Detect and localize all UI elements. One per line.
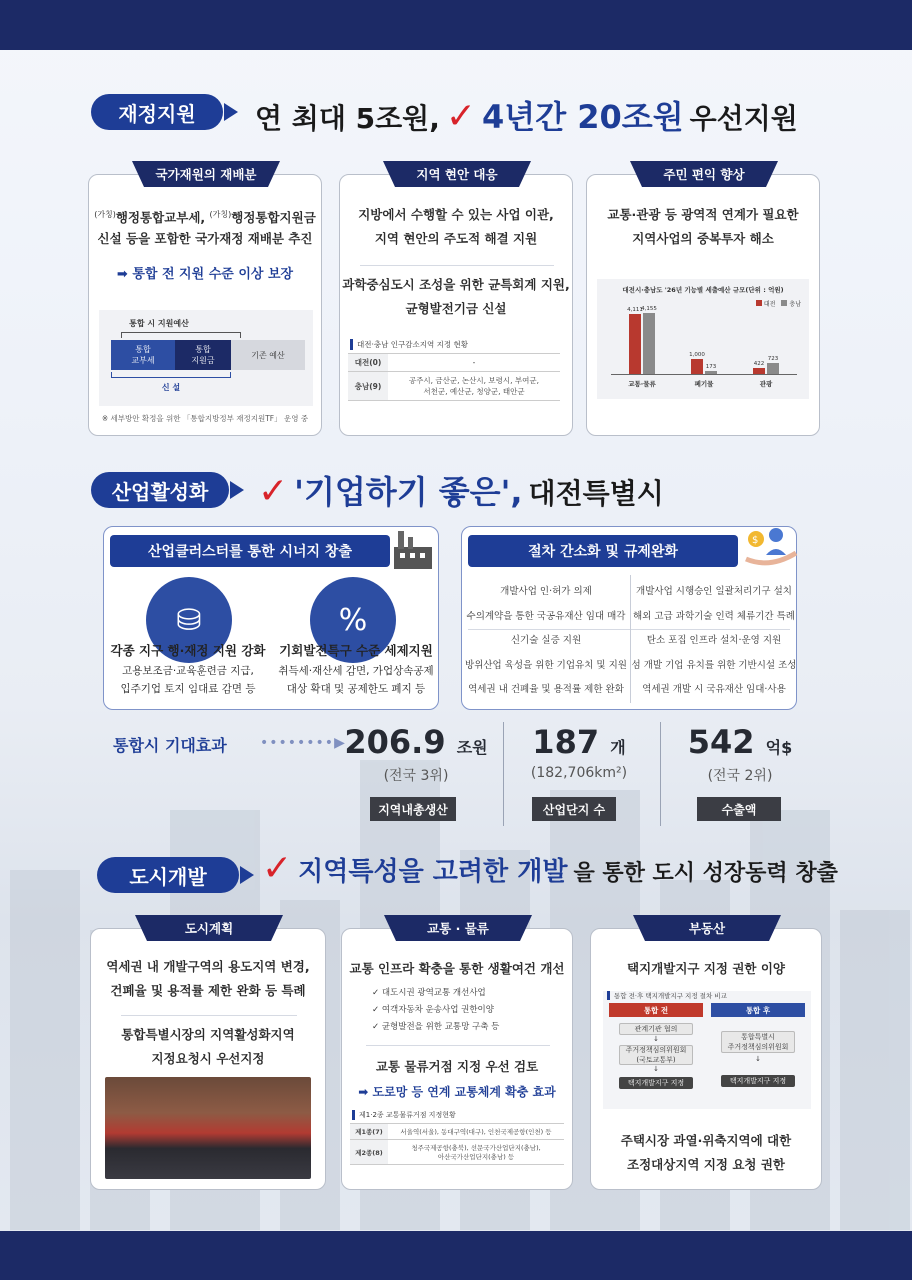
card-note: ※ 세부방안 확정을 위한 「통합지방정부 재정지원TF」 운영 중 [101,414,309,423]
card-urban-planning [90,921,326,1190]
flow-step: 통합특별시 주거정책심의위원회 [721,1031,795,1053]
deregulation-item: 개발사업 인·허가 의제 [500,586,592,597]
section2-headline [258,467,664,513]
headline-part-b: 대전특별시 [528,477,664,510]
stat-export-sub: (전국 2위) [707,768,773,784]
diagram-block-grant: 통합 교부세 [111,340,175,370]
deregulation-item: 해외 고급 과학기술 인력 체류기간 특례 [633,610,795,622]
procedure-diagram [603,991,811,1109]
top-band [0,0,912,50]
section3-headline [262,848,838,889]
card-text-2: 신설 등을 포함한 국가재정 재배분 추진 [97,231,313,246]
card-text-2: 건폐율 및 용적률 제한 완화 등 특례 [110,983,306,998]
grid-divider [468,629,790,630]
card-text-3: 과학중심도시 조성을 위한 균특회계 지원, [342,277,570,292]
card-real-estate [590,921,822,1190]
table-cell: 충남(9) [348,372,388,401]
budget-diagram [99,310,313,406]
table-cell: - [388,354,560,372]
deregulation-item: 역세권 내 건폐율 및 용적률 제한 완화 [468,684,624,695]
table-title: 제1·2종 교통물류거점 지정현황 [352,1110,456,1120]
card-text-3: 조정대상지역 지정 요청 권한 [627,1157,785,1172]
deregulation-item: 방위산업 육성을 위한 기업유치 및 지원 [465,659,627,671]
bullet-item: ✓ 대도시권 광역교통 개선사업 [372,988,486,998]
table-cell: 제2종(8) [350,1140,388,1165]
flow-arrow: ↓ [653,1035,659,1043]
check-icon: ✓ [262,848,293,889]
card-text-2: 지역 현안의 주도적 해결 지원 [374,231,538,246]
factory-icon [390,527,436,571]
headline-part-b: 을 통한 도시 성장동력 창출 [573,861,838,886]
divider [360,265,554,266]
deregulation-item: 섬 개발 기업 유치를 위한 기반시설 조성 [631,659,797,671]
diagram-new-label: 신 설 [161,383,181,392]
budget-chart [597,279,809,399]
diagram-block-existing: 기존 예산 [231,340,305,370]
chart-plot-area [611,306,797,375]
stat-industrial-complex-value: 187 개 [532,723,626,761]
section1-headline [255,92,798,138]
hand-person-icon [742,513,798,569]
before-header: 통합 전 [609,1003,703,1017]
chart-data-label: 4,111 [627,306,643,313]
chart-category-label: 관광 [759,380,773,388]
percent-decline-icon: % [310,577,396,663]
arrow-guarantee: ➡ 통합 전 지원 수준 이상 보장 [116,267,294,282]
chart-bar [753,368,765,374]
section-pill-industry: 산업활성화 [91,472,229,508]
chart-data-label: 4,155 [641,306,657,313]
stat-grdp-label: 지역내총생산 [370,797,456,821]
chart-data-label: 422 [753,360,765,367]
card-text-1: $^{(가칭)}$행정통합교부세, $^{(가칭)}$행정통합지원금 [94,210,316,226]
stat-export-label: 수출액 [697,797,781,821]
card-text-4: 지정요청시 우선지정 [151,1051,265,1066]
diagram-title: 통합 전·후 택지개발지구 지정 절차 비교 [607,991,727,1000]
dotted-arrow: ••••••••▶ [260,735,346,751]
chart-categories [611,379,797,391]
item-line: 취득세·재산세 감면, 가업상속공제 [278,665,434,677]
stat-divider [503,722,504,826]
box-deregulation [461,526,797,710]
chart-legend [756,299,801,308]
flow-step: 주거정책심의위원회 (국토교통부) [619,1045,693,1065]
card-text-1: 택지개발지구 지정 권한 이양 [627,961,785,976]
bullet-item: ✓ 균형발전을 위한 교통망 구축 등 [372,1022,500,1032]
card-text-4: 균형발전기금 신설 [405,301,507,316]
card-text-3: 통합특별시장의 지역활성화지역 [121,1027,295,1042]
card-tab: 국가재원의 재배분 [144,161,268,187]
chart-category-label: 폐기물 [694,380,714,388]
card-resident-benefit [586,167,820,436]
diagram-bracket-top [121,332,241,338]
bottom-band [0,1231,912,1280]
headline-part-b: 4년간 20조원 [482,98,684,136]
deregulation-item: 개발사업 시행승인 일괄처리기구 설치 [636,586,792,597]
stat-industrial-complex-sub: (182,706km²) [530,765,628,781]
chart-data-label: 723 [767,356,779,363]
coins-chart-icon: ⛁ [146,577,232,663]
flow-arrow: ↓ [755,1055,761,1063]
table-cell: 대전(0) [348,354,388,372]
card-tab: 교통 · 물류 [396,915,520,941]
item-line: 고용보조금·교육훈련금 지급, [122,665,254,677]
population-table [348,353,560,401]
chart-data-label: 173 [705,364,717,371]
headline-part-a: '기업하기 좋은', [294,473,523,511]
chart-bar [629,314,641,374]
headline-part-c: 우선지원 [689,102,798,135]
card-text-1: 역세권 내 개발구역의 용도지역 변경, [106,959,310,974]
box-title: 절차 간소화 및 규제완화 [468,535,738,567]
chart-bar [767,363,779,374]
stat-divider [660,722,661,826]
grid-divider [630,575,631,703]
deregulation-item: 수의계약을 통한 국공유재산 임대 매각 [466,610,626,622]
headline-part-a: 연 최대 5조원, [255,102,440,135]
chart-category-label: 교통·물류 [628,380,656,388]
diagram-title: 통합 시 지원예산 [129,319,189,328]
diagram-block-fund: 통합 지원금 [175,340,231,370]
divider [366,1045,550,1046]
chart-bar [643,313,655,374]
chart-title: 대전시·충남도 '26년 기능별 세출예산 규모(단위 : 억원) [622,286,784,294]
flow-step: 택지개발지구 지정 [619,1077,693,1089]
diagram-bracket-bottom [111,372,231,378]
legend-item-chungnam: 충남 [781,299,801,308]
item-title-2: 기회발전특구 수준 세제지원 [279,643,433,658]
stat-industrial-complex-label: 산업단지 수 [532,797,616,821]
table-cell: 제1종(7) [350,1124,388,1140]
deregulation-item: 역세권 개발 시 국유재산 임대·사용 [642,684,786,695]
card-tab: 주민 편익 향상 [642,161,766,187]
card-text-1: 교통 인프라 확충을 통한 생활여건 개선 [349,961,565,976]
legend-item-daejeon: 대전 [756,299,776,308]
item-title-1: 각종 지구 행·재정 지원 강화 [110,643,266,658]
stat-export-value: 542 억$ [687,723,793,761]
section-pill-finance: 재정지원 [91,94,223,130]
after-header: 통합 후 [711,1003,805,1017]
stat-grdp-value: 206.9 조원 [344,723,488,761]
box-industry-cluster [103,526,439,710]
card-text-2: 교통 물류거점 지정 우선 검토 [375,1059,539,1074]
arrow-effect: ➡ 도로망 등 연계 교통체계 확충 효과 [358,1085,556,1099]
card-text-2: 지역사업의 중복투자 해소 [632,231,774,246]
headline-part-a: 지역특성을 고려한 개발 [298,857,568,887]
card-tab: 도시계획 [147,915,271,941]
logistics-hub-table [350,1123,564,1165]
card-text-1: 지방에서 수행할 수 있는 사업 이관, [358,207,554,222]
divider [121,1015,297,1016]
deregulation-item: 신기술 실증 지원 [510,635,582,646]
card-tab: 부동산 [645,915,769,941]
check-icon: ✓ [258,471,289,512]
card-text-1: 교통·관광 등 광역적 연계가 필요한 [607,207,799,222]
svg-text:$: $ [752,535,759,546]
item-line: 대상 확대 및 공제한도 폐지 등 [286,683,426,695]
effect-label: 통합시 기대효과 [113,736,227,755]
stat-grdp-sub: (전국 3위) [383,768,449,784]
card-text-2: 주택시장 과열·위축지역에 대한 [620,1133,792,1148]
street-festival-photo [105,1077,311,1179]
box-title: 산업클러스터를 통한 시너지 창출 [110,535,390,567]
card-transport-logistics [341,921,573,1190]
bullet-item: ✓ 여객자동차 운송사업 권한이양 [372,1005,494,1015]
chart-bar [705,371,717,374]
section-pill-urban: 도시개발 [97,857,239,893]
bullet-list [372,985,499,1036]
card-local-issues [339,167,573,436]
flow-step: 관계기관 협의 [619,1023,693,1035]
flow-arrow: ↓ [653,1065,659,1073]
deregulation-item: 탄소 포집 인프라 설치·운영 지원 [646,635,782,646]
flow-step: 택지개발지구 지정 [721,1075,795,1087]
card-tab: 지역 현안 대응 [395,161,519,187]
item-line: 입주기업 토지 임대료 감면 등 [120,683,256,695]
card-redistribution [88,167,322,436]
table-cell: 서울역(서울), 동대구역(대구), 인천국제공항(인천) 등 [388,1124,564,1140]
chart-data-label: 1,000 [689,352,705,359]
check-icon: ✓ [445,96,477,137]
table-cell: 청주국제공항(충북), 선문국가산업단지(충남), 아산국가산업단지(충남) 등 [388,1140,564,1165]
table-title: 대전·충남 인구감소지역 지정 현황 [350,339,468,350]
table-cell: 공주시, 금산군, 논산시, 보령시, 부여군, 서천군, 예산군, 청양군, 태안군 [388,372,560,401]
